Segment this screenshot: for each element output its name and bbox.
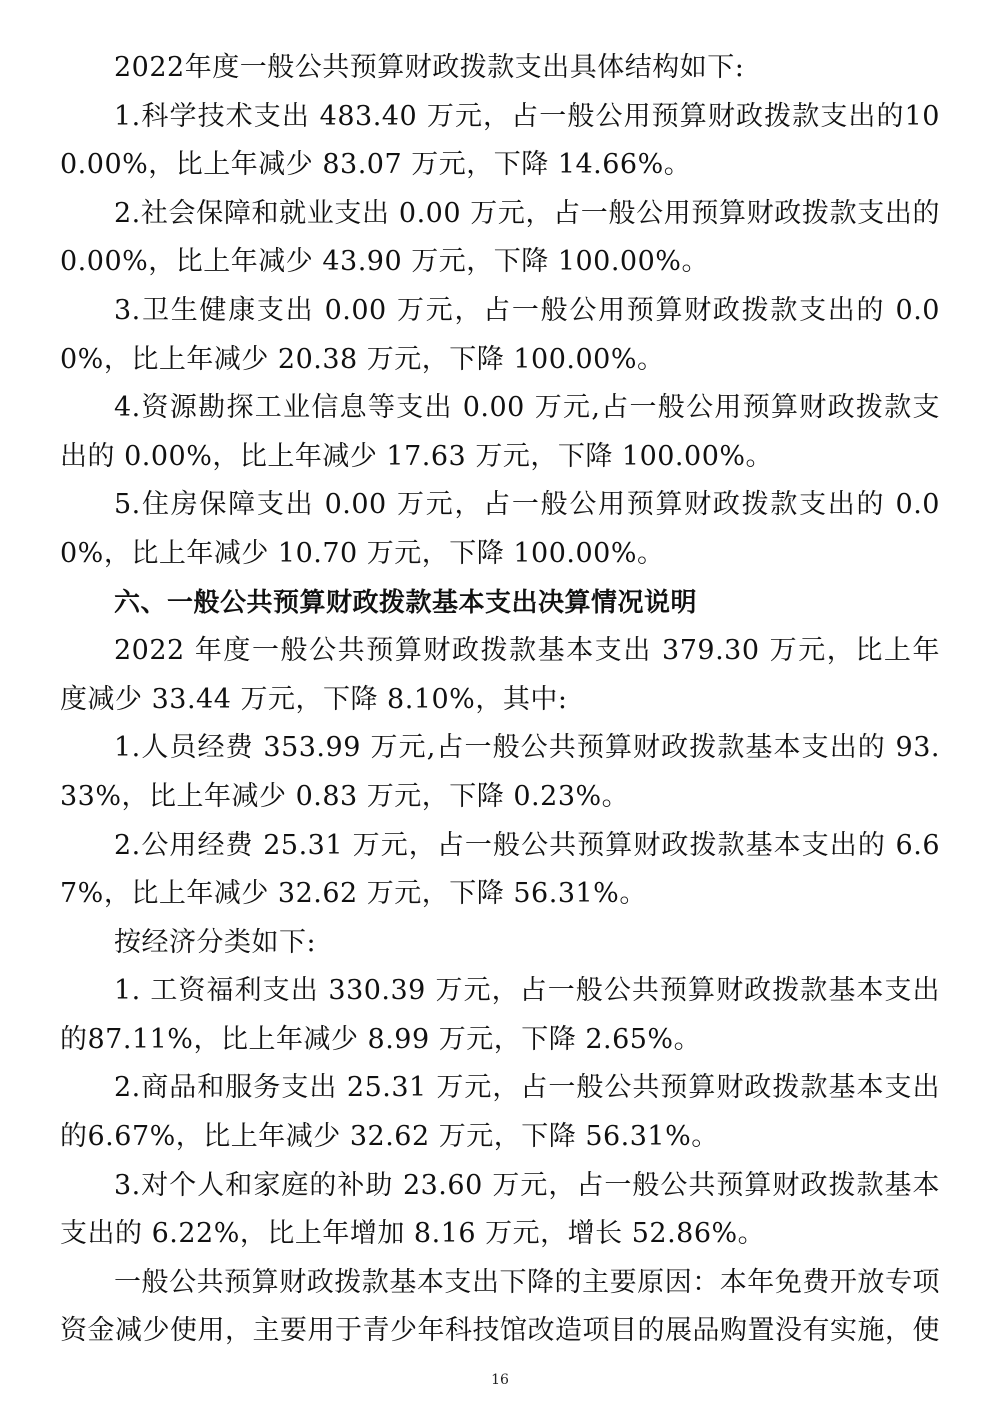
paragraph-science-tech: 1.科学技术支出 483.40 万元，占一般公用预算财政拨款支出的100.00%，比上年减少 83.07 万元，下降 14.66%。	[60, 100, 940, 181]
page-number: 16	[491, 1372, 509, 1388]
paragraph-goods-services: 2.商品和服务支出 25.31 万元，占一般公共预算财政拨款基本支出的6.67%，比上年减少 32.62 万元，下降 56.31%。	[60, 1072, 940, 1153]
paragraph-household-subsidy: 3.对个人和家庭的补助 23.60 万元，占一般公共预算财政拨款基本支出的 6.22%，比上年增加 8.16 万元，增长 52.86%。	[60, 1169, 940, 1250]
paragraph-structure-intro: 2022年度一般公共预算财政拨款支出具体结构如下:	[114, 52, 745, 83]
paragraph-basic-expenditure: 2022 年度一般公共预算财政拨款基本支出 379.30 万元，比上年度减少 33.44 万元，下降 8.10%，其中:	[60, 635, 940, 715]
paragraph-health: 3.卫生健康支出 0.00 万元，占一般公用预算财政拨款支出的 0.00%，比上年减少 20.38 万元，下降 100.00%。	[60, 294, 940, 375]
paragraph-resources-industry: 4.资源勘探工业信息等支出 0.00 万元,占一般公用预算财政拨款支出的 0.00%，比上年减少 17.63 万元，下降 100.00%。	[60, 392, 940, 472]
paragraph-wages-benefits: 1. 工资福利支出 330.39 万元，占一般公共预算财政拨款基本支出的87.11%，比上年减少 8.99 万元，下降 2.65%。	[60, 975, 940, 1055]
paragraph-decrease-reason: 一般公共预算财政拨款基本支出下降的主要原因：本年免费开放专项资金减少使用，主要用于青少年科技馆改造项目的展品购置没有实施，使	[60, 1266, 940, 1347]
paragraph-housing: 5.住房保障支出 0.00 万元，占一般公用预算财政拨款支出的 0.00%，比上年减少 10.70 万元，下降 100.00%。	[60, 489, 940, 569]
paragraph-personnel: 1.人员经费 353.99 万元,占一般公共预算财政拨款基本支出的 93.33%，比上年减少 0.83 万元，下降 0.23%。	[60, 732, 940, 812]
paragraph-public-funds: 2.公用经费 25.31 万元，占一般公共预算财政拨款基本支出的 6.67%，比上年减少 32.62 万元，下降 56.31%。	[60, 829, 940, 910]
paragraph-economic-classification: 按经济分类如下:	[114, 926, 317, 958]
paragraph-social-security: 2.社会保障和就业支出 0.00 万元，占一般公用预算财政拨款支出的0.00%，比上年减少 43.90 万元，下降 100.00%。	[60, 197, 940, 278]
section-heading-six: 六、一般公共预算财政拨款基本支出决算情况说明	[114, 587, 698, 618]
document-body	[60, 44, 940, 1356]
